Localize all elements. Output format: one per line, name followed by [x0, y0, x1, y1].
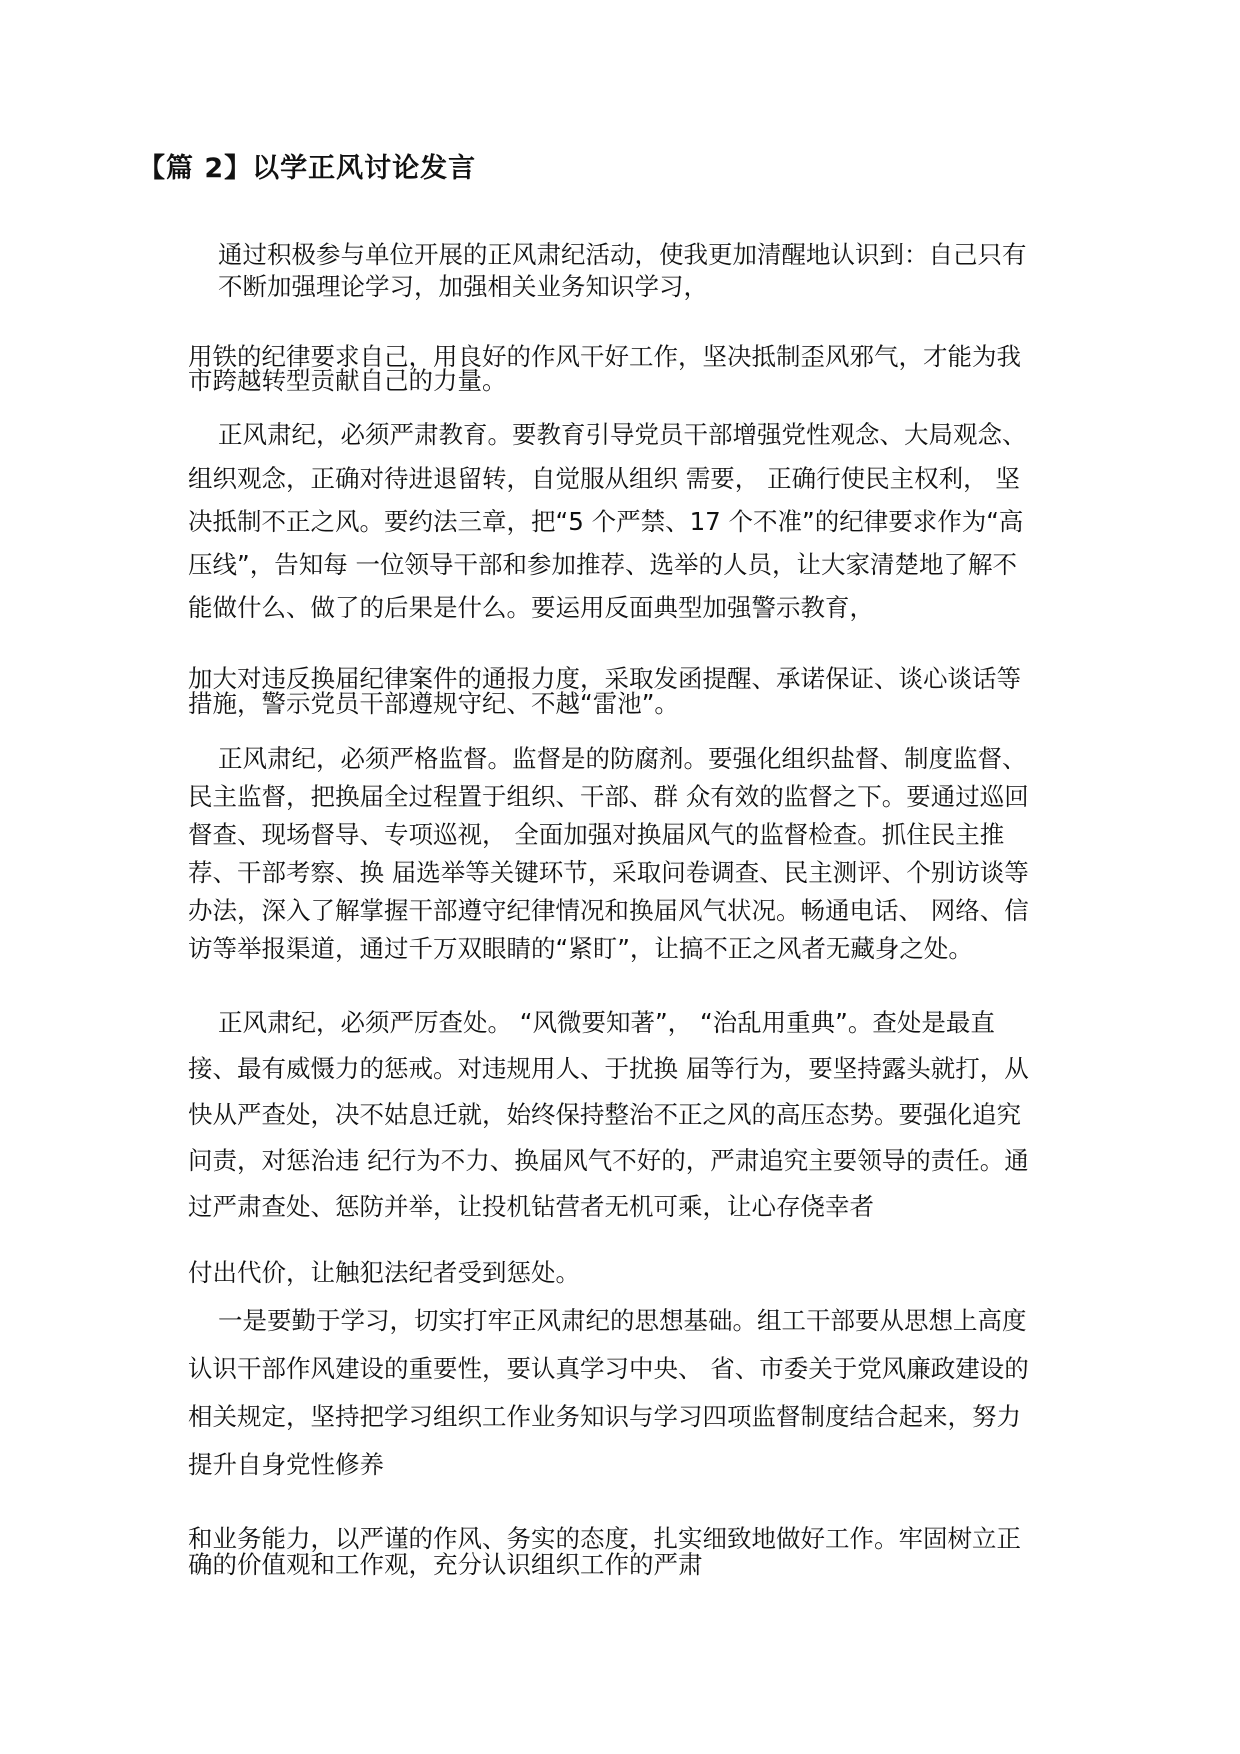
paragraph-line: 市跨越转型贡献自己的力量。 [188, 366, 507, 395]
paragraph-line: 荐、干部考察、换 届选举等关键环节，采取问卷调查、民主测评、个别访谈等 [188, 858, 1029, 887]
paragraph-line: 措施，警示党员干部遵规守纪、不越“雷池”。 [188, 689, 679, 718]
paragraph-line: 认识干部作风建设的重要性，要认真学习中央、 省、市委关于党风廉政建设的 [188, 1354, 1029, 1383]
paragraph-line: 和业务能力，以严谨的作风、务实的态度，扎实细致地做好工作。牢固树立正 [188, 1524, 1021, 1553]
paragraph-line: 正风肃纪，必须严格监督。监督是的防腐剂。要强化组织盐督、制度监督、 [218, 744, 1027, 773]
paragraph-line: 提升自身党性修养 [188, 1450, 384, 1479]
paragraph-line: 问责，对惩治违 纪行为不力、换届风气不好的，严肃追究主要领导的责任。通 [188, 1146, 1029, 1175]
paragraph-line: 不断加强理论学习，加强相关业务知识学习， [218, 272, 708, 301]
paragraph-line: 民主监督，把换届全过程置于组织、干部、群 众有效的监督之下。要通过巡回 [188, 782, 1029, 811]
paragraph-line: 过严肃查处、惩防并举，让投机钻营者无机可乘，让心存侥幸者 [188, 1192, 874, 1221]
paragraph-line: 一是要勤于学习，切实打牢正风肃纪的思想基础。组工干部要从思想上高度 [218, 1306, 1027, 1335]
paragraph-line: 决抵制不正之风。要约法三章，把“5 个严禁、17 个不准”的纪律要求作为“高 [188, 507, 1024, 536]
paragraph-line: 加大对违反换届纪律案件的通报力度，采取发函提醒、承诺保证、谈心谈话等 [188, 664, 1021, 693]
paragraph-line: 正风肃纪，必须严肃教育。要教育引导党员干部增强党性观念、大局观念、 [218, 420, 1027, 449]
paragraph-line: 通过积极参与单位开展的正风肃纪活动，使我更加清醒地认识到：自己只有 [218, 240, 1027, 269]
paragraph-line: 组织观念，正确对待进退留转，自觉服从组织 需要， 正确行使民主权利， 坚 [188, 464, 1020, 493]
paragraph-line: 访等举报渠道，通过千万双眼睛的“紧盯”，让搞不正之风者无藏身之处。 [188, 934, 973, 963]
paragraph-line: 付出代价，让触犯法纪者受到惩处。 [188, 1258, 580, 1287]
paragraph-line: 用铁的纪律要求自己，用良好的作风干好工作，坚决抵制歪风邪气，才能为我 [188, 342, 1021, 371]
paragraph-line: 督查、现场督导、专项巡视， 全面加强对换届风气的监督检查。抓住民主推 [188, 820, 1005, 849]
paragraph-line: 相关规定，坚持把学习组织工作业务知识与学习四项监督制度结合起来，努力 [188, 1402, 1021, 1431]
paragraph-line: 压线”，告知每 一位领导干部和参加推荐、选举的人员，让大家清楚地了解不 [188, 550, 1017, 579]
paragraph-line: 快从严查处，决不姑息迁就，始终保持整治不正之风的高压态势。要强化追究 [188, 1100, 1021, 1129]
paragraph-line: 能做什么、做了的后果是什么。要运用反面典型加强警示教育， [188, 593, 874, 622]
paragraph-line: 办法，深入了解掌握干部遵守纪律情况和换届风气状况。畅通电话、 网络、信 [188, 896, 1029, 925]
paragraph-line: 接、最有威慑力的惩戒。对违规用人、于扰换 届等行为，要坚持露头就打，从 [188, 1054, 1029, 1083]
paragraph-line: 确的价值观和工作观，充分认识组织工作的严肃 [188, 1550, 703, 1579]
document-title: 【篇 2】以学正风讨论发言 [138, 153, 477, 184]
paragraph-line: 正风肃纪，必须严厉查处。 “风微要知著”， “治乱用重典”。查处是最直 [218, 1008, 995, 1037]
